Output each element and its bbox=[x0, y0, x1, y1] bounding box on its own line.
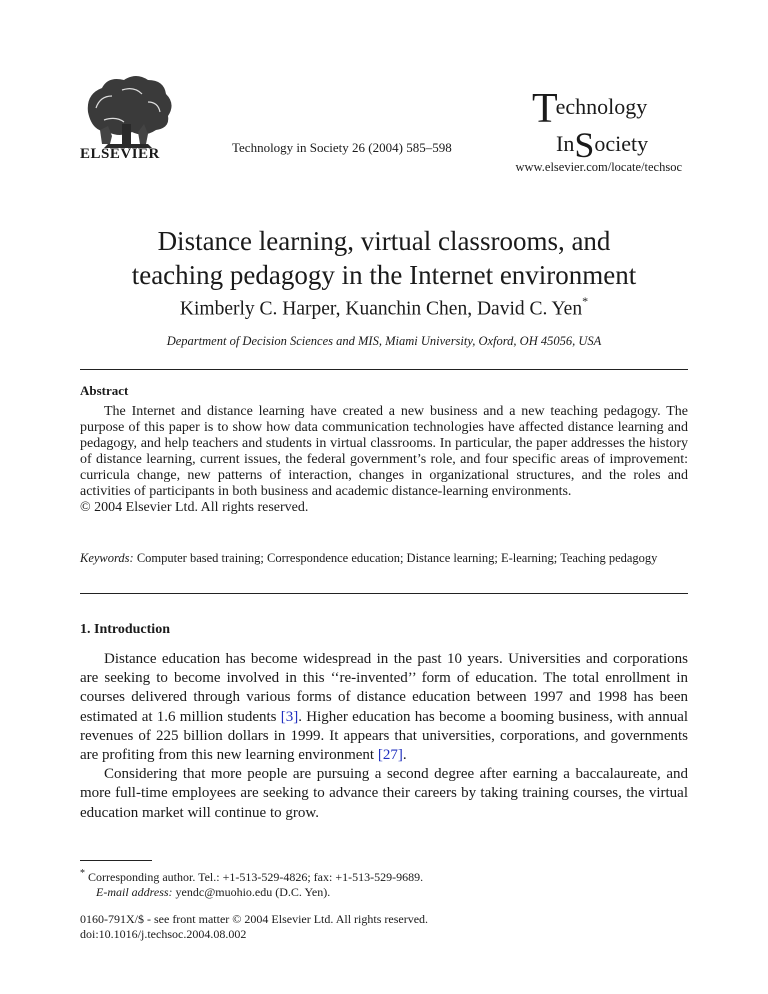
keywords bbox=[80, 550, 688, 566]
journal-logo-cap-s: S bbox=[574, 125, 595, 165]
citation-link-3[interactable]: [3] bbox=[280, 708, 299, 725]
authors-text: Kimberly C. Harper, Kuanchin Chen, David C. Yen bbox=[179, 298, 583, 320]
intro-p1-part-a: Distance education has become widespread in the past 10 years. Universities and corporations are seeking to become involved in this ‘‘re-invented’’ form of education. The total enrollment in courses delivered through various forms of distance education between 1997 and 1998 has been estimated at 1.6 million students bbox=[80, 651, 688, 725]
intro-p1-part-b: . Higher education has become a booming business, with annual revenues of 225 billion dollars in 1999. It appears that universities, corporations, and governments are profiting from this new learning environment bbox=[80, 708, 689, 764]
footnote-contact: Corresponding author. Tel.: +1-513-529-4826; fax: +1-513-529-9689. bbox=[88, 870, 424, 884]
journal-logo-word-2: ociety bbox=[594, 131, 649, 156]
keywords-text: Computer based training; Correspondence education; Distance learning; E-learning; Teaching pedagogy bbox=[136, 551, 658, 565]
abstract-body bbox=[80, 404, 688, 516]
email-value[interactable]: yendc@muohio.edu (D.C. Yen). bbox=[175, 885, 331, 899]
elsevier-tree-logo bbox=[78, 72, 178, 150]
article-title bbox=[60, 224, 708, 292]
publisher-name: ELSEVIER bbox=[80, 146, 160, 162]
title-line-2: teaching pedagogy in the Internet environment bbox=[131, 260, 637, 290]
footnote-line-2 bbox=[80, 885, 688, 900]
footnote bbox=[80, 866, 688, 900]
email-label: E-mail address: bbox=[96, 885, 173, 899]
footer-doi[interactable]: doi:10.1016/j.techsoc.2004.08.002 bbox=[80, 927, 247, 941]
title-line-1: Distance learning, virtual classrooms, and bbox=[157, 226, 611, 256]
intro-p1-part-c: . bbox=[402, 747, 407, 764]
rule-top bbox=[80, 369, 688, 370]
journal-logo-word-in: In bbox=[556, 131, 575, 156]
affiliation: Department of Decision Sciences and MIS, Miami University, Oxford, OH 45056, USA bbox=[166, 334, 602, 348]
journal-logo bbox=[530, 86, 670, 165]
rule-bottom bbox=[80, 593, 688, 594]
journal-citation: Technology in Society 26 (2004) 585–598 bbox=[232, 140, 452, 155]
abstract-text: The Internet and distance learning have created a new business and a new teaching pedagogy. The purpose of this paper is to show how data communication technologies have affected distance learning and pedagogy, and help teachers and students in virtual classrooms. In particular, the paper addresses the history of distance learning, current issues, the federal government’s role, and four specific areas of improvement: curricula change, new patterns of interaction, changes in organizational structures, and the roles and activities of participants in both business and academic distance-learning environments. bbox=[80, 404, 688, 499]
footnote-line-1 bbox=[80, 866, 688, 885]
footer-issn: 0160-791X/$ - see front matter © 2004 Elsevier Ltd. All rights reserved. bbox=[80, 912, 429, 926]
footnote-mark: * bbox=[80, 868, 85, 879]
journal-logo-word-1: echnology bbox=[555, 94, 648, 119]
footnote-rule bbox=[80, 860, 152, 861]
intro-paragraph-1 bbox=[80, 650, 688, 765]
page-footer bbox=[80, 912, 688, 942]
author-list bbox=[60, 296, 708, 321]
intro-body bbox=[80, 650, 688, 823]
citation-link-27[interactable]: [27] bbox=[377, 747, 403, 764]
section-heading: 1. Introduction bbox=[80, 622, 170, 637]
corresponding-mark[interactable]: * bbox=[582, 294, 589, 308]
journal-logo-cap-t: T bbox=[532, 86, 558, 132]
keywords-label: Keywords: bbox=[80, 551, 134, 565]
journal-url[interactable]: www.elsevier.com/locate/techsoc bbox=[515, 160, 682, 174]
intro-paragraph-2: Considering that more people are pursuing a second degree after earning a baccalaureate, and more full-time employees are seeking to advance their careers by taking training courses, the virtual education market will continue to grow. bbox=[80, 766, 688, 821]
abstract-copyright: © 2004 Elsevier Ltd. All rights reserved. bbox=[80, 500, 309, 515]
abstract-heading: Abstract bbox=[80, 383, 129, 398]
